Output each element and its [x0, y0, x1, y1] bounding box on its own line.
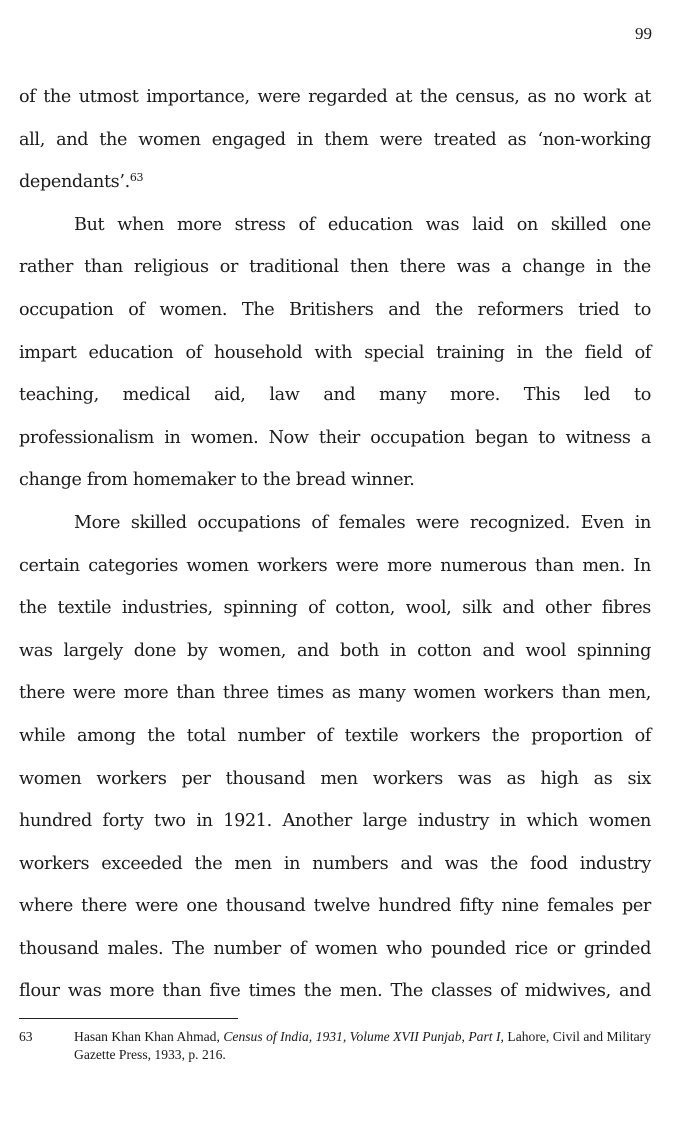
footnote-number: 63: [19, 1029, 33, 1044]
footnote: [19, 1028, 651, 1064]
text-line: the textile industries, spinning of cotton, wool, silk and other fibres: [19, 598, 651, 619]
text-line: hundred forty two in 1921. Another large industry in which women: [19, 811, 651, 832]
footnote-title: Census of India, 1931, Volume XVII Punjab, Part I,: [223, 1029, 504, 1044]
text-line: rather than religious or traditional then there was a change in the: [19, 257, 651, 278]
text-line: there were more than three times as many women workers than men,: [19, 683, 651, 704]
text-line: all, and the women engaged in them were treated as ‘non-working: [19, 129, 651, 150]
footnote-text: [74, 1028, 651, 1064]
text-line: certain categories women workers were more numerous than men. In: [19, 555, 651, 576]
text-line: thousand males. The number of women who pounded rice or grinded: [19, 938, 651, 959]
page-number: 99: [635, 24, 652, 43]
footnote-divider: [19, 1018, 238, 1019]
text-line: occupation of women. The Britishers and the reformers tried to: [19, 299, 651, 320]
text-line: impart education of household with special training in the field of: [19, 342, 651, 363]
footnote-reference[interactable]: 63: [129, 171, 144, 185]
text-line: was largely done by women, and both in cotton and wool spinning: [19, 640, 651, 661]
text-line: But when more stress of education was laid on skilled one: [74, 214, 651, 235]
text-line: More skilled occupations of females were recognized. Even in: [74, 512, 651, 533]
footnote-publication: Lahore, Civil and Military Gazette Press, 1933, p. 216.: [74, 1029, 652, 1062]
body-text: [19, 76, 651, 1013]
text-line: flour was more than five times the men. The classes of midwives, and: [19, 981, 651, 1002]
text-line: [19, 161, 651, 204]
text-line: teaching, medical aid, law and many more. This led to: [19, 385, 651, 406]
text-line: workers exceeded the men in numbers and was the food industry: [19, 853, 651, 874]
text-line: women workers per thousand men workers was as high as six: [19, 768, 651, 789]
text-line-content: dependants’.: [19, 172, 130, 193]
text-line: change from homemaker to the bread winner.: [19, 470, 415, 491]
text-line: while among the total number of textile workers the proportion of: [19, 725, 651, 746]
footnote-author: Hasan Khan Khan Ahmad,: [74, 1029, 224, 1044]
text-line: where there were one thousand twelve hundred fifty nine females per: [19, 896, 651, 917]
text-line: of the utmost importance, were regarded at the census, as no work at: [19, 87, 651, 107]
text-line: professionalism in women. Now their occupation began to witness a: [19, 427, 651, 448]
